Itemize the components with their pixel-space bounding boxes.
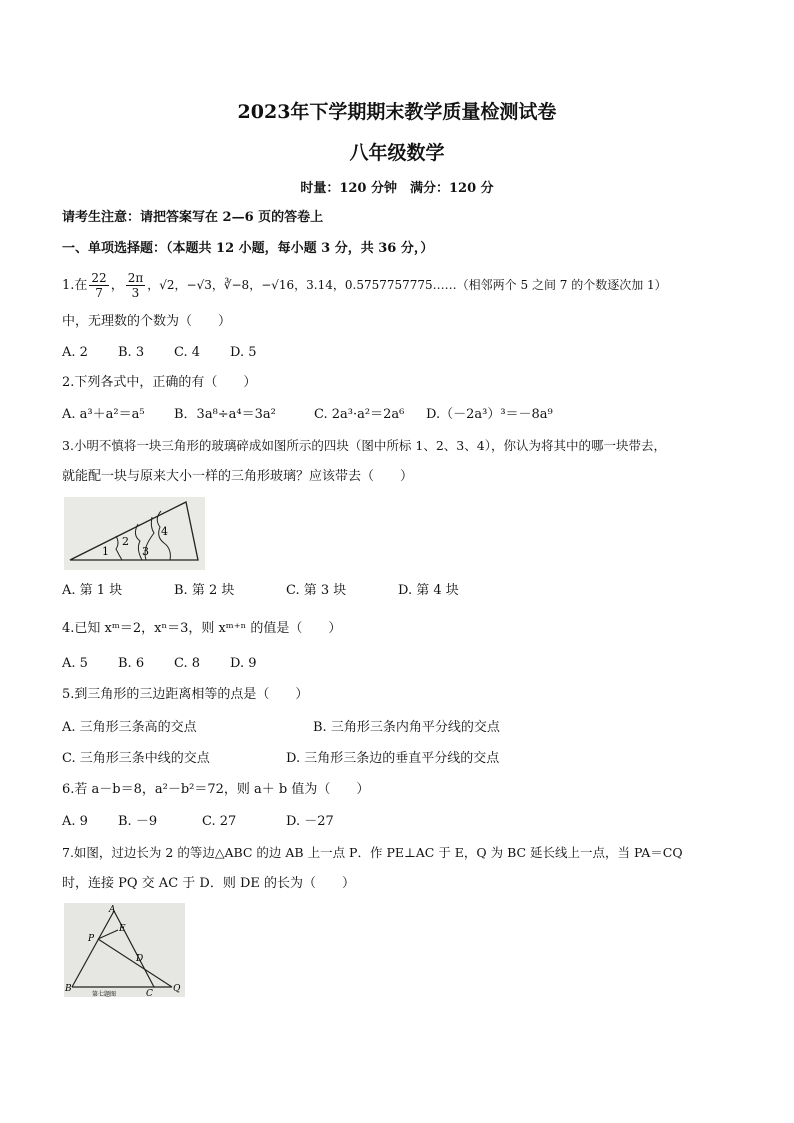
option-b: B. －9 [118,814,158,829]
piece-label-2: 2 [122,535,129,548]
q1-line2: 中，无理数的个数为（ ） [62,314,232,329]
q5-options-row2 [62,750,499,768]
q4-stem: 4.已知 xᵐ＝2，xⁿ＝3，则 xᵐ⁺ⁿ 的值是（ ） [62,621,342,636]
exam-title: 2023年下学期期末教学质量检测试卷 [237,101,557,123]
option-c: C. 8 [174,656,201,671]
q3-options [62,582,459,600]
option-d: D. 三角形三条边的垂直平分线的交点 [286,751,500,766]
q1-rest: ，√2，−√3，∛−8，−√16，3.14，0.5757757775……（相邻两个 5 之间 7 的个数逐次加 1） [147,278,667,292]
option-c: C. 27 [202,814,237,829]
option-d: D. 9 [230,656,257,671]
point-label-p: P [88,934,95,944]
figure-caption: 第七题图 [92,991,117,997]
point-label-a: A [109,905,116,915]
piece-label-4: 4 [161,525,168,538]
option-a: A. 9 [62,814,88,829]
broken-triangle-svg [64,497,205,570]
q4-options [62,655,257,673]
piece-label-1: 1 [102,545,109,558]
q1-stem: 1.在 $\frac{22}{7}$ ， $\frac{2\pi}{3}$ ，√2，−√3，∛−8，−√16，3.14，0.5757757775……（相邻两个 5 之间 7 的个数逐次加 1） [62,271,667,300]
option-c: C. 第 3 块 [286,583,347,598]
option-d: D. 5 [230,345,257,360]
option-d: D. －27 [286,814,334,829]
option-b: B. 6 [118,656,145,671]
broken-triangle-figure [64,497,205,570]
point-label-b: B [65,984,72,994]
option-b: B. 三角形三条内角平分线的交点 [313,720,500,735]
q7-line2: 时，连接 PQ 交 AC 于 D．则 DE 的长为（ ） [62,876,356,891]
q1-prefix: 1.在 [62,278,88,293]
option-a: A. a³＋a²＝a⁵ [62,407,145,422]
q3-line1: 3.小明不慎将一块三角形的玻璃碎成如图所示的四块（图中所标 1、2、3、4），你认为将其中的哪一块带去， [62,438,666,453]
point-label-c: C [146,989,153,997]
option-a: A. 三角形三条高的交点 [62,720,197,735]
exam-meta: 时量：120 分钟 满分：120 分 [300,181,494,196]
option-c: C. 2a³·a²＝2a⁶ [314,407,405,422]
option-a: A. 5 [62,656,88,671]
option-a: A. 2 [62,345,88,360]
option-d: D.（－2a³）³＝－8a⁹ [426,407,553,422]
exam-subject: 八年级数学 [349,142,445,164]
q7-line1: 7.如图，过边长为 2 的等边△ABC 的边 AB 上一点 P．作 PE⊥AC 于 E，Q 为 BC 延长线上一点，当 PA＝CQ [62,845,683,860]
option-b: B. 3 [118,345,145,360]
triangle-pq-svg [64,903,185,997]
point-label-e: E [119,924,126,934]
q6-options [62,813,334,831]
option-c: C. 4 [174,345,201,360]
q1-options [62,344,257,362]
q1-fraction-1: $\frac{22}{7}$ [91,271,107,300]
q5-stem: 5.到三角形的三边距离相等的点是（ ） [62,687,309,702]
option-b: B．3a⁸÷a⁴＝3a² [174,407,276,422]
point-label-d: D [136,954,144,964]
piece-label-3: 3 [142,545,149,558]
q6-stem: 6.若 a－b＝8，a²－b²＝72，则 a＋ b 值为（ ） [62,782,370,797]
section-heading: 一、单项选择题：（本题共 12 小题，每小题 3 分，共 36 分，） [62,241,434,256]
q3-line2: 就能配一块与原来大小一样的三角形玻璃？应该带去（ ） [62,469,414,484]
q2-options [62,406,553,424]
q2-stem: 2.下列各式中，正确的有（ ） [62,375,257,390]
option-a: A. 第 1 块 [62,583,123,598]
q1-fraction-2: $\frac{2\pi}{3}$ [127,271,144,300]
q5-options-row1 [62,719,500,737]
option-c: C. 三角形三条中线的交点 [62,751,210,766]
option-d: D. 第 4 块 [398,583,459,598]
triangle-pq-figure [64,903,185,997]
option-b: B. 第 2 块 [174,583,235,598]
point-label-q: Q [173,984,181,994]
notice: 请考生注意：请把答案写在 2—6 页的答卷上 [62,210,324,225]
